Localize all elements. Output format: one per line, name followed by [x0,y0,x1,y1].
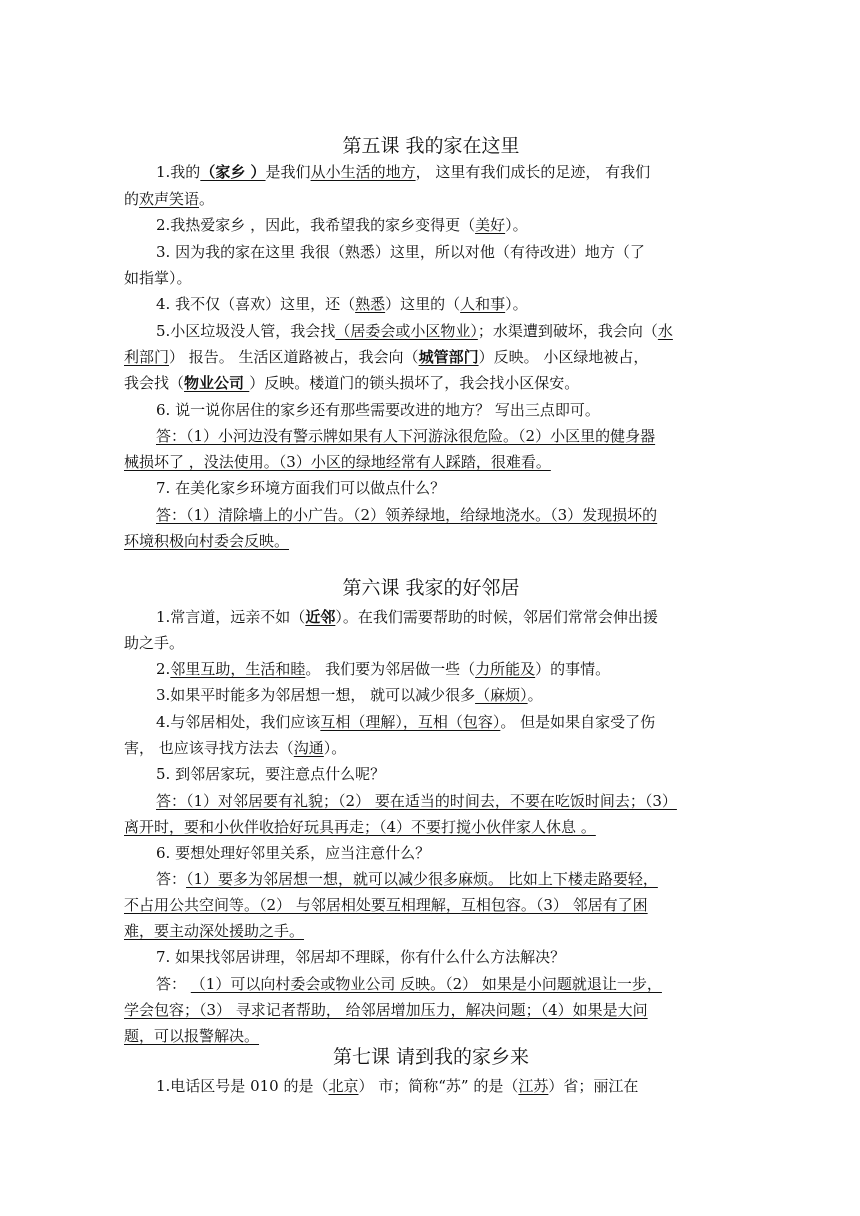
l6-q6-answer-line1 [124,869,770,889]
answer: 物业公司 [184,374,250,392]
text: 1.我的 [156,163,201,181]
answer: 互相（理解），互相（包容） [320,713,501,731]
text: ）。在我们需要帮助的时候，邻居们常常会伸出援 [335,608,658,626]
text: 2. [156,660,171,678]
answer: 沟通 [293,739,324,757]
text: 的 [124,190,140,208]
l5-q5-line3 [124,373,738,393]
l5-q6-question: 6. 说一说你居住的家乡还有那些需要改进的地方？ 写出三点即可。 [156,401,600,419]
text: ）省；丽江在 [548,1077,639,1095]
text: 2.我热爱家乡 ，因此，我希望我的家乡变得更（ [156,216,476,234]
text: 3.如果平时能多为邻居想一想， 就可以减少很多 [156,686,476,704]
l6-q5-answer-line1 [124,791,770,811]
answer: 从小生活的地方 [310,163,416,181]
answer: 答：（1）小河边没有警示牌如果有人下河游泳很危险。（2）小区里的健身器 [156,427,656,445]
text: ；水渠遭到破坏，我会向（ [477,322,658,340]
l5-q1-line2 [124,189,738,209]
l6-q4-line2 [124,738,738,758]
l6-q5-question: 5. 到邻居家玩，要注意点什么呢？ [156,765,386,783]
l6-q7-answer-line2 [124,1000,738,1020]
text: 答： [156,870,187,888]
answer: （1）可以向村委会或物业公司 反映。（2） 如果是小问题就退让一步， [190,975,662,993]
text: 是我们 [265,163,311,181]
l5-q6-answer-line2 [124,452,738,472]
answer: 环境积极向村委会反映。 [124,532,290,550]
answer: 江苏 [518,1077,549,1095]
l7-q1 [124,1076,770,1096]
answer: 答：（1）对邻居要有礼貌；（2） 要在适当的时间去，不要在吃饭时间去；（3） [156,792,677,810]
text: 4. 我不仅（喜欢）这里，还（ [156,295,356,313]
lesson-5-title: 第五课 我的家在这里 [342,135,520,157]
l6-q2 [124,659,770,679]
text: 。 [527,686,543,704]
answer: 城管部门 [418,348,479,366]
answer: 利部门 [124,348,170,366]
answer: 难，要主动深处援助之手。 [124,922,305,940]
answer: （居委会或小区物业） [335,322,478,340]
answer: 近邻 [305,608,336,626]
l6-q6-answer-line2 [124,895,738,915]
text: ）的事情。 [535,660,611,678]
answer: （1）要多为邻居想一想，就可以减少很多麻烦。 比如上下楼走路要轻， [186,870,658,888]
text: ） 报告。 生活区道路被占，我会向（ [169,348,419,366]
l5-q5-line2 [124,347,738,367]
l6-q1-line2: 助之手。 [124,634,185,652]
l5-q4 [124,294,770,314]
answer: 熟悉 [355,295,386,313]
text: 4.与邻居相处，我们应该 [156,713,321,731]
text: 1.电话区号是 010 的是（ [156,1077,329,1095]
text: ）。 [323,739,347,757]
l6-q7-answer-line3 [124,1026,738,1046]
answer: 人和事 [460,295,506,313]
answer: 械损坏了 ，没法使用。（3）小区的绿地经常有人踩踏，很难看。 [124,453,551,471]
text: 。 我们要为邻居做一些（ [305,660,476,678]
l6-q7-answer-line1 [124,974,770,994]
l5-q3-line1: 3. 因为我的家在这里 我很（熟悉）这里，所以对他（有待改进）地方（了 [156,243,645,261]
text: 5.小区垃圾没人管，我会找 [156,322,336,340]
l6-q5-answer-line2 [124,817,738,837]
answer: 水 [657,322,673,340]
answer: （麻烦） [475,686,528,704]
l5-q1-line1 [124,162,770,182]
text: ）反映。楼道门的锁头损坏了，我会找小区保安。 [249,374,580,392]
text: 害， 也应该寻找方法去（ [124,739,294,757]
answer: 答：（1）清除墙上的小广告。（2）领养绿地，给绿地浇水。（3）发现损坏的 [156,506,658,524]
l5-q7-question: 7. 在美化家乡环境方面我们可以做点什么？ [156,479,446,497]
text: 。 [199,190,215,208]
answer: 欢声笑语 [139,190,200,208]
lesson-7-title: 第七课 请到我的家乡来 [332,1046,530,1068]
l5-q2 [124,215,770,235]
l5-q3-line2: 如指掌）。 [124,269,192,287]
text: 1.常言道，远亲不如（ [156,608,306,626]
text: ） 市；简称“苏” 的是（ [358,1077,519,1095]
answer: 力所能及 [475,660,536,678]
text: ）这里的（ [385,295,461,313]
text: ， 这里有我们成长的足迹， 有我们 [415,163,651,181]
l5-q7-answer-line1 [124,505,770,525]
answer: （家乡 ） [200,163,266,181]
lesson-6-title: 第六课 我家的好邻居 [342,577,520,599]
text: 答： [156,975,191,993]
l6-q3 [124,685,770,705]
l5-q7-answer-line2 [124,531,738,551]
text: ）。 [505,295,528,313]
text: ）。 [505,216,528,234]
l6-q7-question: 7. 如果找邻居讲理，邻居却不理睬，你有什么什么方法解决？ [156,948,566,966]
answer: 北京 [328,1077,359,1095]
answer: 离开时，要和小伙伴收拾好玩具再走；（4）不要打搅小伙伴家人休息 。 [124,818,596,836]
l5-q5-line1 [124,321,770,341]
answer: 学会包容；（3） 寻求记者帮助， 给邻居增加压力，解决问题；（4）如果是大问 [124,1001,648,1019]
answer: 不占用公共空间等。（2） 与邻居相处要互相理解，互相包容。（3） 邻居有了困 [124,896,648,914]
l6-q1-line1 [124,607,770,627]
text: ）反映。 小区绿地被占， [478,348,649,366]
l5-q6-answer-line1 [124,426,770,446]
l6-q6-answer-line3 [124,921,738,941]
answer: 邻里互助，生活和睦 [170,660,306,678]
text: 我会找（ [124,374,185,392]
l6-q4-line1 [124,712,770,732]
answer: 题，可以报警解决。 [124,1027,260,1045]
answer: 美好 [475,216,506,234]
l6-q6-question: 6. 要想处理好邻里关系，应当注意什么？ [156,844,431,862]
text: 。 但是如果自家受了伤 [500,713,656,731]
